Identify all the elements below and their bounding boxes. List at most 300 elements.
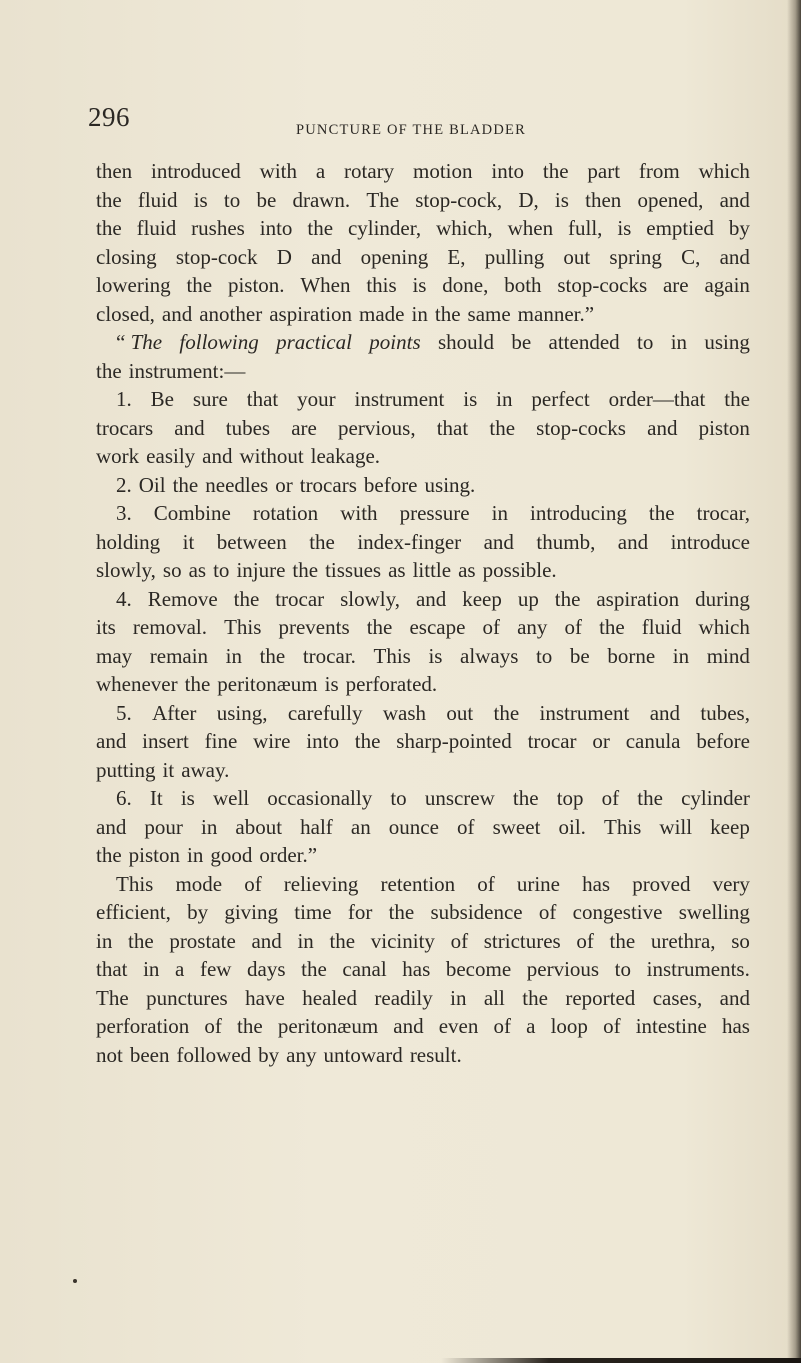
word: Be bbox=[150, 387, 174, 411]
word: index-finger bbox=[357, 529, 462, 554]
word: will bbox=[659, 814, 693, 839]
word: the bbox=[237, 1014, 263, 1038]
word: occasionally bbox=[267, 786, 373, 810]
word: the bbox=[609, 928, 636, 953]
word: or bbox=[592, 729, 610, 753]
word: closed, bbox=[96, 301, 155, 326]
word: Oil bbox=[138, 472, 166, 497]
word: and bbox=[96, 814, 127, 839]
word: to bbox=[535, 643, 553, 668]
word: of bbox=[601, 786, 620, 810]
word: and bbox=[251, 928, 282, 953]
word: using, bbox=[216, 700, 268, 725]
word: another bbox=[199, 301, 263, 326]
word: the bbox=[522, 985, 548, 1010]
text-line bbox=[96, 556, 750, 585]
word: D, bbox=[518, 187, 539, 212]
word: rushes bbox=[191, 216, 245, 240]
word: slowly, bbox=[340, 586, 401, 611]
word: during bbox=[695, 586, 750, 611]
word: few bbox=[199, 957, 232, 981]
word: so bbox=[162, 558, 182, 582]
word: and bbox=[174, 415, 205, 440]
word: before bbox=[696, 729, 750, 753]
word: is bbox=[193, 187, 208, 212]
word: trocars bbox=[299, 472, 357, 497]
word: in bbox=[200, 814, 218, 839]
word: full, bbox=[568, 216, 603, 240]
word: well bbox=[212, 786, 250, 810]
word: and bbox=[649, 700, 681, 725]
word: sure bbox=[192, 387, 228, 411]
word: wire bbox=[253, 729, 291, 753]
italic-word: practical bbox=[276, 330, 352, 354]
word: rotary bbox=[344, 159, 395, 183]
word: in bbox=[96, 928, 113, 953]
word: relieving bbox=[283, 871, 359, 896]
word: an bbox=[350, 814, 371, 839]
word: or bbox=[275, 472, 293, 497]
word: not bbox=[96, 1042, 123, 1067]
word: work bbox=[96, 444, 140, 468]
word: After bbox=[152, 700, 197, 725]
word: to bbox=[213, 558, 230, 582]
word: the bbox=[184, 672, 211, 696]
word: escape bbox=[409, 615, 466, 639]
word: stop-cock bbox=[175, 244, 258, 269]
word: pressure bbox=[399, 501, 470, 525]
word: has bbox=[402, 957, 431, 981]
word: half bbox=[300, 814, 333, 839]
word: is bbox=[324, 672, 339, 696]
word: using bbox=[704, 330, 750, 354]
word: into bbox=[306, 729, 339, 753]
word: instrument bbox=[354, 387, 445, 411]
word: prostate bbox=[169, 928, 236, 953]
word: thumb, bbox=[536, 529, 596, 554]
word: aspiration bbox=[596, 586, 680, 611]
word: removal. bbox=[132, 615, 207, 639]
word: fluid bbox=[136, 216, 177, 240]
word: by bbox=[258, 1042, 280, 1067]
word: instruments. bbox=[646, 957, 750, 981]
word: leakage. bbox=[310, 444, 381, 468]
word: strictures bbox=[483, 928, 561, 953]
word: Remove bbox=[147, 586, 218, 611]
text-line bbox=[96, 186, 750, 215]
word: It bbox=[149, 786, 163, 810]
word: lowering bbox=[96, 273, 171, 297]
word: should bbox=[437, 330, 494, 354]
word: 2. bbox=[116, 472, 132, 497]
word: C, bbox=[681, 244, 701, 269]
word: by bbox=[187, 900, 209, 924]
word: and bbox=[96, 729, 127, 753]
word: pulling bbox=[484, 244, 545, 269]
word: order—that bbox=[608, 387, 706, 411]
word: time bbox=[294, 900, 332, 924]
word: between bbox=[216, 529, 287, 554]
word: little bbox=[412, 558, 452, 582]
word: perfect bbox=[531, 387, 590, 411]
word: top bbox=[556, 786, 584, 810]
word: and bbox=[161, 301, 193, 326]
word: even bbox=[438, 1014, 479, 1038]
word: be bbox=[256, 187, 277, 212]
word: pour bbox=[144, 814, 183, 839]
word: all bbox=[483, 985, 505, 1010]
word: the bbox=[542, 159, 569, 183]
word: untoward bbox=[323, 1042, 403, 1067]
word: borne bbox=[607, 643, 656, 668]
text-line bbox=[96, 756, 750, 785]
word: and bbox=[393, 1014, 424, 1038]
word: without bbox=[239, 444, 304, 468]
word: result. bbox=[409, 1042, 462, 1067]
word: before bbox=[363, 472, 418, 497]
text-line bbox=[96, 157, 750, 186]
word: fluid bbox=[137, 187, 178, 212]
text-line bbox=[96, 442, 750, 471]
word: of bbox=[493, 1014, 512, 1038]
word: introducing bbox=[530, 501, 627, 525]
text-line bbox=[96, 670, 750, 699]
word: spring bbox=[609, 244, 662, 269]
word: unscrew bbox=[424, 786, 495, 810]
word: of bbox=[564, 615, 582, 639]
text-line bbox=[96, 357, 750, 386]
word: in bbox=[187, 843, 204, 867]
word: a bbox=[315, 159, 326, 183]
word: days bbox=[247, 957, 286, 981]
word: When bbox=[300, 273, 351, 297]
word: when bbox=[507, 216, 554, 240]
word: healed bbox=[302, 985, 357, 1010]
word: is bbox=[412, 273, 427, 297]
word: fine bbox=[204, 729, 238, 753]
word: and bbox=[617, 529, 649, 554]
word: to bbox=[223, 187, 241, 212]
text-line bbox=[96, 499, 750, 528]
text-line bbox=[96, 328, 750, 357]
word: punctures bbox=[146, 985, 228, 1010]
word: order.” bbox=[259, 843, 318, 867]
word: fluid bbox=[641, 615, 682, 639]
word: the bbox=[96, 358, 122, 383]
word: piston. bbox=[227, 273, 285, 297]
running-head: PUNCTURE OF THE BLADDER bbox=[296, 122, 526, 138]
word: as bbox=[388, 558, 406, 582]
word: peritonæum bbox=[277, 1014, 379, 1038]
word: is bbox=[428, 643, 443, 668]
word: done, bbox=[442, 273, 489, 297]
word: any bbox=[517, 615, 548, 639]
word: that bbox=[246, 387, 279, 411]
body-text bbox=[96, 157, 750, 1069]
word: readily bbox=[374, 985, 433, 1010]
word: to bbox=[614, 957, 632, 981]
text-line bbox=[96, 300, 750, 329]
word: 3. bbox=[116, 501, 132, 525]
word: keep bbox=[710, 814, 750, 839]
word: pervious bbox=[526, 957, 600, 981]
word: rotation bbox=[252, 501, 319, 525]
word: a bbox=[526, 1014, 536, 1038]
word: and bbox=[202, 444, 233, 468]
word: the bbox=[724, 387, 750, 411]
word: the bbox=[366, 615, 393, 639]
word: tissues bbox=[325, 558, 382, 582]
word: has bbox=[721, 1014, 750, 1038]
word: vicinity bbox=[370, 928, 435, 953]
word: putting bbox=[96, 757, 156, 782]
text-line bbox=[96, 1012, 750, 1041]
text-line bbox=[96, 385, 750, 414]
word: oil. bbox=[558, 814, 586, 839]
text-line bbox=[96, 841, 750, 870]
word: a bbox=[175, 957, 185, 981]
word: any bbox=[286, 1042, 317, 1067]
word: This bbox=[224, 615, 262, 639]
word: for bbox=[347, 900, 373, 924]
word: into bbox=[491, 159, 525, 183]
word: The bbox=[96, 985, 129, 1010]
text-line bbox=[96, 927, 750, 956]
word: as bbox=[458, 558, 476, 582]
word: and bbox=[719, 985, 750, 1010]
binding-shadow bbox=[441, 1358, 801, 1363]
word: The bbox=[366, 187, 400, 212]
word: out bbox=[446, 700, 474, 725]
italic-word: following bbox=[179, 330, 259, 354]
word: and bbox=[483, 529, 514, 554]
word: it bbox=[162, 757, 175, 782]
word: the bbox=[96, 843, 122, 867]
text-line bbox=[96, 414, 750, 443]
word: out bbox=[563, 244, 591, 269]
word: opening bbox=[360, 244, 429, 269]
text-line bbox=[96, 528, 750, 557]
word: to bbox=[390, 786, 407, 810]
word: carefully bbox=[287, 700, 363, 725]
word: the bbox=[96, 187, 122, 212]
word: trocar. bbox=[302, 643, 356, 668]
word: is bbox=[180, 786, 195, 810]
word: the bbox=[329, 928, 356, 953]
word: trocars bbox=[96, 415, 154, 440]
word: This bbox=[116, 871, 154, 896]
word: is bbox=[463, 387, 478, 411]
word: this bbox=[366, 273, 397, 297]
word: same bbox=[467, 301, 511, 326]
word: then bbox=[585, 187, 622, 212]
word: peritonæum bbox=[217, 672, 318, 696]
text-line bbox=[96, 243, 750, 272]
word: it bbox=[182, 529, 195, 554]
word: always bbox=[460, 643, 519, 668]
word: in bbox=[496, 387, 513, 411]
word: 4. bbox=[116, 586, 132, 611]
word: of bbox=[477, 871, 495, 896]
word: injure bbox=[236, 558, 286, 582]
word: trocar bbox=[275, 586, 325, 611]
word: the bbox=[388, 900, 415, 924]
word: been bbox=[129, 1042, 170, 1067]
word: up bbox=[517, 586, 539, 611]
word: the bbox=[309, 529, 335, 554]
word: canal bbox=[342, 957, 387, 981]
word: made bbox=[359, 301, 405, 326]
word: the bbox=[307, 216, 334, 240]
word: manner.” bbox=[517, 301, 595, 326]
word: reported bbox=[565, 985, 636, 1010]
word: the bbox=[554, 586, 581, 611]
word: again bbox=[704, 273, 750, 297]
word: about bbox=[235, 814, 283, 839]
word: E, bbox=[447, 244, 466, 269]
word: both bbox=[504, 273, 542, 297]
text-line bbox=[96, 1041, 750, 1070]
word: wash bbox=[382, 700, 426, 725]
word: that bbox=[96, 957, 128, 981]
text-line bbox=[96, 727, 750, 756]
word: urethra, bbox=[650, 928, 716, 953]
word: piston bbox=[698, 415, 750, 440]
word: of bbox=[482, 615, 500, 639]
word: are bbox=[291, 415, 317, 440]
word: the bbox=[292, 558, 319, 582]
word: urine bbox=[516, 871, 560, 896]
word: in bbox=[297, 928, 314, 953]
word: are bbox=[662, 273, 689, 297]
word: the bbox=[301, 957, 327, 981]
word: efficient, bbox=[96, 900, 171, 924]
word: the bbox=[186, 273, 213, 297]
word: motion bbox=[413, 159, 473, 183]
word: trocar bbox=[527, 729, 577, 753]
word: of bbox=[457, 814, 475, 839]
word: in bbox=[670, 330, 688, 354]
word: in bbox=[450, 985, 467, 1010]
word: proved bbox=[632, 871, 691, 896]
word: has bbox=[582, 871, 611, 896]
word: holding bbox=[96, 529, 161, 554]
word: as bbox=[188, 558, 207, 582]
word: your bbox=[297, 387, 336, 411]
word: cylinder, bbox=[347, 216, 422, 240]
word: Combine bbox=[153, 501, 231, 525]
text-line bbox=[96, 613, 750, 642]
word: opened, bbox=[637, 187, 704, 212]
word: canula bbox=[625, 729, 681, 753]
word: the bbox=[434, 301, 461, 326]
word: intestine bbox=[635, 1014, 707, 1038]
word: into bbox=[259, 216, 293, 240]
text-line bbox=[96, 813, 750, 842]
word: with bbox=[259, 159, 297, 183]
text-line bbox=[96, 870, 750, 899]
word: in bbox=[225, 643, 242, 668]
word: and bbox=[311, 244, 342, 269]
word: have bbox=[245, 985, 285, 1010]
text-line bbox=[96, 898, 750, 927]
word: perforated. bbox=[345, 672, 438, 696]
word: 1. bbox=[116, 387, 132, 411]
word: This bbox=[373, 643, 411, 668]
word: in bbox=[143, 957, 160, 981]
word: loop bbox=[550, 1014, 588, 1038]
word: the bbox=[599, 615, 625, 639]
text-line bbox=[96, 784, 750, 813]
text-line bbox=[96, 271, 750, 300]
word: which, bbox=[436, 216, 493, 240]
text-line bbox=[96, 471, 750, 500]
word: of bbox=[538, 900, 557, 924]
word: is bbox=[554, 187, 569, 212]
word: be bbox=[511, 330, 532, 354]
word: be bbox=[569, 643, 590, 668]
word: the bbox=[96, 216, 122, 240]
word: and bbox=[719, 187, 750, 212]
word: of bbox=[204, 1014, 222, 1038]
word: followed bbox=[176, 1042, 252, 1067]
word: pervious, bbox=[338, 415, 416, 440]
word: may bbox=[96, 643, 133, 668]
word: in bbox=[491, 501, 508, 525]
word: and bbox=[719, 244, 750, 269]
word: using. bbox=[424, 472, 476, 497]
word: the bbox=[512, 786, 539, 810]
word: introduce bbox=[670, 529, 750, 554]
word: the bbox=[489, 415, 516, 440]
word: closing bbox=[96, 244, 157, 269]
word: from bbox=[638, 159, 680, 183]
word: instrument bbox=[539, 700, 630, 725]
text-line bbox=[96, 214, 750, 243]
word: the bbox=[637, 786, 663, 810]
word: tubes, bbox=[700, 700, 750, 725]
print-speck bbox=[73, 1279, 77, 1283]
word: needles bbox=[205, 472, 269, 497]
word: and bbox=[415, 586, 447, 611]
word: instrument:— bbox=[128, 358, 246, 383]
word: whenever bbox=[96, 672, 178, 696]
word: attended bbox=[548, 330, 620, 354]
word: to bbox=[637, 330, 654, 354]
word: “ The bbox=[116, 330, 163, 354]
page-number: 296 bbox=[88, 102, 130, 132]
word: cylinder bbox=[681, 786, 750, 810]
word: in bbox=[672, 643, 690, 668]
word: sharp-pointed bbox=[396, 729, 512, 753]
word: giving bbox=[224, 900, 278, 924]
word: become bbox=[445, 957, 512, 981]
text-line bbox=[96, 642, 750, 671]
word: mind bbox=[706, 643, 750, 668]
page-edge-shadow bbox=[787, 0, 801, 1363]
word: the bbox=[354, 729, 381, 753]
word: ounce bbox=[388, 814, 439, 839]
text-line bbox=[96, 984, 750, 1013]
word: which bbox=[698, 159, 750, 183]
word: of bbox=[576, 928, 594, 953]
word: sweet bbox=[492, 814, 541, 839]
word: tubes bbox=[225, 415, 271, 440]
word: so bbox=[731, 928, 750, 953]
word: cases, bbox=[652, 985, 703, 1010]
word: the bbox=[493, 700, 520, 725]
word: insert bbox=[142, 729, 189, 753]
